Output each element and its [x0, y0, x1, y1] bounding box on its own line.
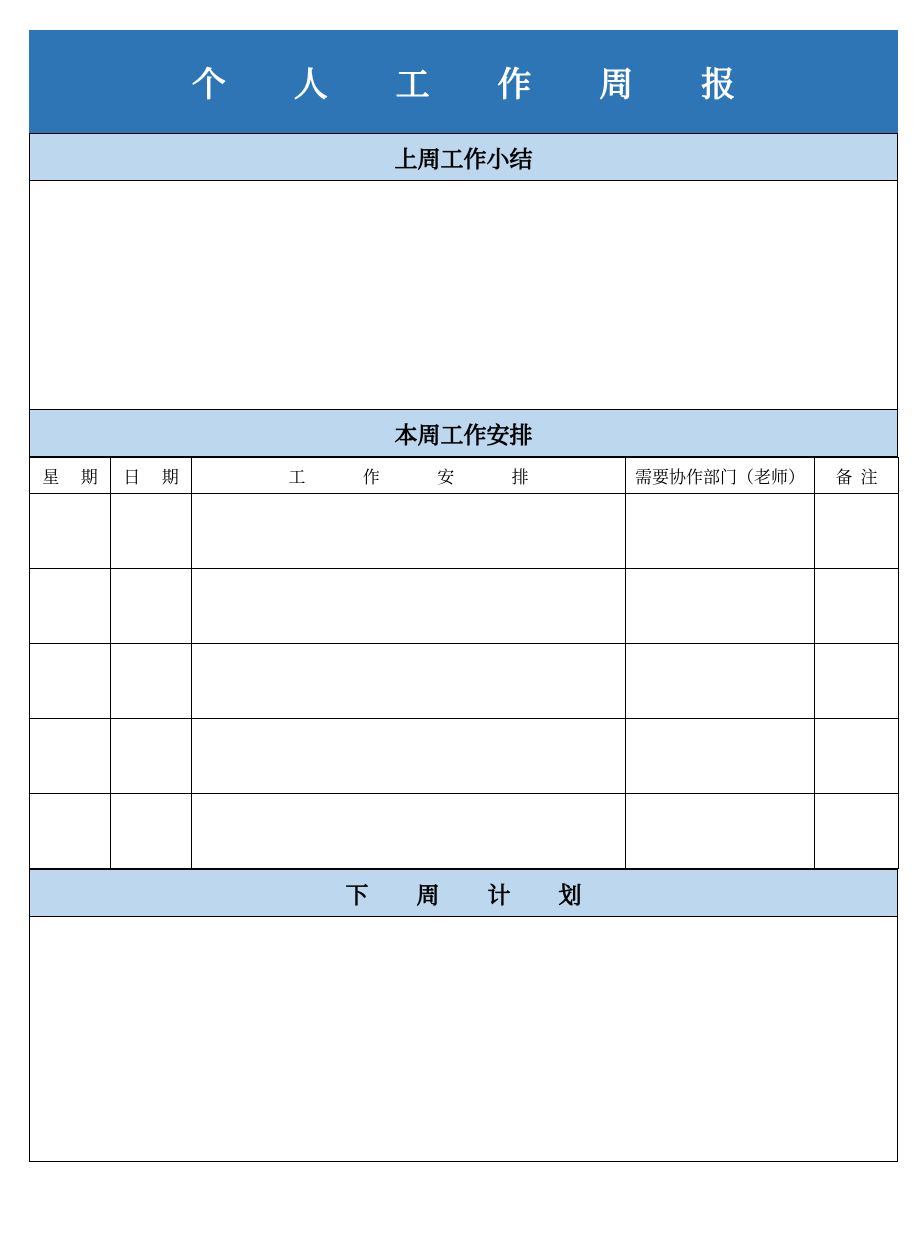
cell-collaborating-dept[interactable]: [626, 719, 815, 794]
table-row: [30, 644, 899, 719]
column-header-work-plan: 工 作 安 排: [192, 458, 626, 494]
column-header-remarks: 备注: [815, 458, 899, 494]
cell-work-plan[interactable]: [192, 569, 626, 644]
cell-work-plan[interactable]: [192, 644, 626, 719]
cell-collaborating-dept[interactable]: [626, 794, 815, 869]
section-header-this-week: 本周工作安排: [29, 409, 898, 457]
cell-weekday[interactable]: [30, 494, 111, 569]
cell-date[interactable]: [111, 719, 192, 794]
cell-remarks[interactable]: [815, 719, 899, 794]
cell-remarks[interactable]: [815, 494, 899, 569]
section-header-last-week: 上周工作小结: [29, 133, 898, 181]
table-row: [30, 719, 899, 794]
table-row: [30, 794, 899, 869]
cell-collaborating-dept[interactable]: [626, 644, 815, 719]
table-row: [30, 494, 899, 569]
report-title: 个 人 工 作 周 报: [29, 30, 898, 133]
cell-work-plan[interactable]: [192, 494, 626, 569]
column-header-date: 日 期: [111, 458, 192, 494]
cell-weekday[interactable]: [30, 569, 111, 644]
cell-collaborating-dept[interactable]: [626, 494, 815, 569]
this-week-schedule-table: [29, 457, 899, 869]
column-header-weekday: 星 期: [30, 458, 111, 494]
cell-date[interactable]: [111, 644, 192, 719]
cell-date[interactable]: [111, 569, 192, 644]
cell-work-plan[interactable]: [192, 719, 626, 794]
cell-remarks[interactable]: [815, 569, 899, 644]
cell-weekday[interactable]: [30, 794, 111, 869]
cell-date[interactable]: [111, 794, 192, 869]
last-week-summary-area[interactable]: [29, 181, 898, 410]
section-header-next-week: 下 周 计 划: [29, 869, 898, 917]
cell-weekday[interactable]: [30, 719, 111, 794]
cell-work-plan[interactable]: [192, 794, 626, 869]
cell-remarks[interactable]: [815, 644, 899, 719]
cell-weekday[interactable]: [30, 644, 111, 719]
cell-remarks[interactable]: [815, 794, 899, 869]
table-row: [30, 569, 899, 644]
cell-date[interactable]: [111, 494, 192, 569]
column-header-collaborating-dept: 需要协作部门（老师）: [626, 458, 815, 494]
table-header-row: [30, 458, 899, 494]
next-week-plan-area[interactable]: [29, 917, 898, 1162]
cell-collaborating-dept[interactable]: [626, 569, 815, 644]
